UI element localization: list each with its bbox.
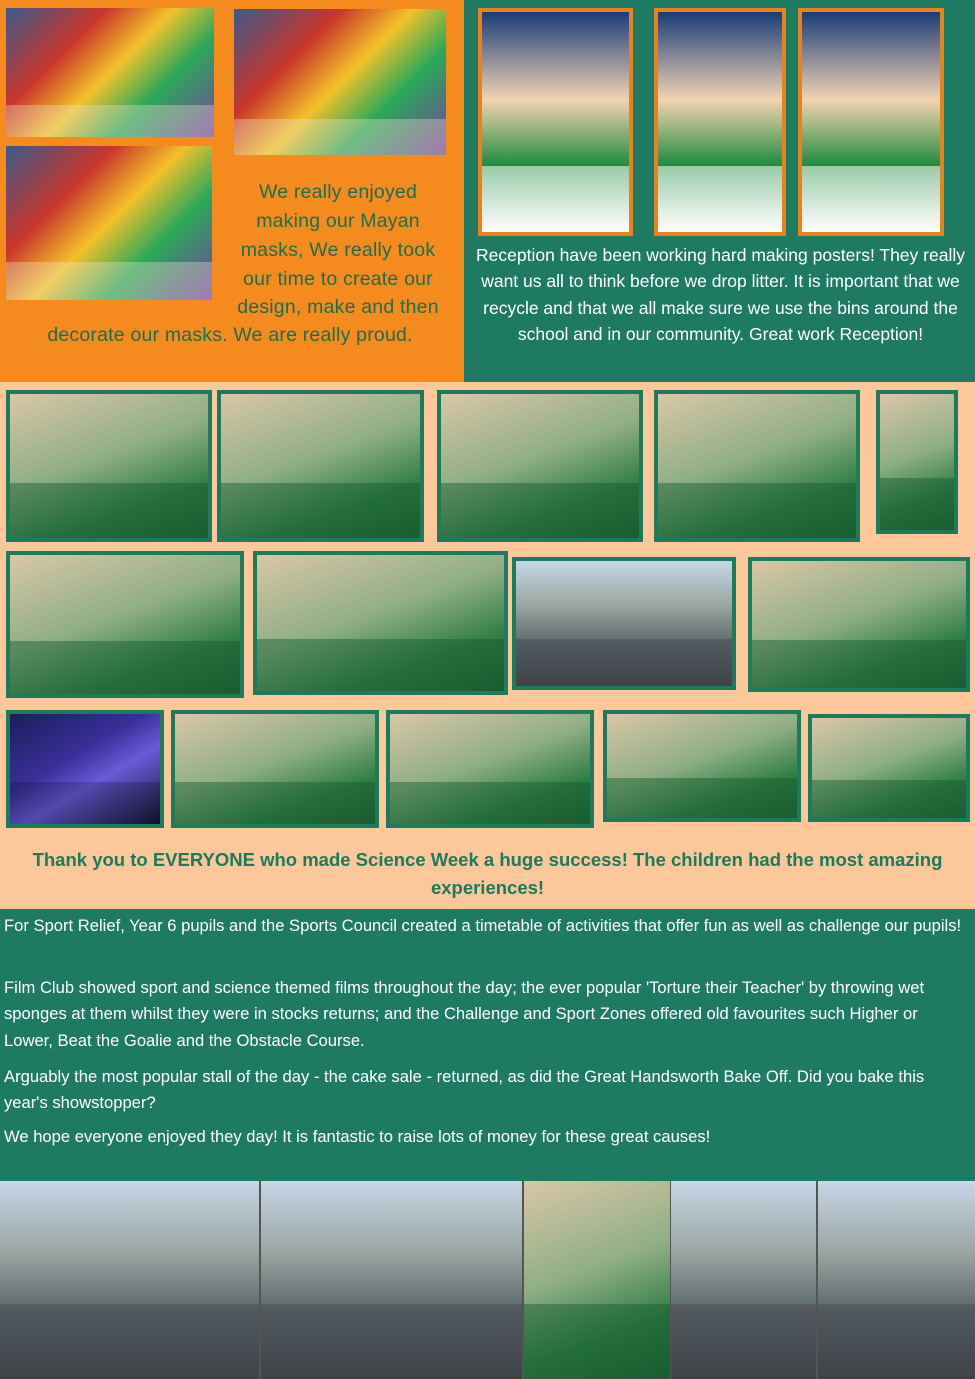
- sport-paragraph-4: We hope everyone enjoyed they day! It is fantastic to raise lots of money for these great causes!: [4, 1127, 711, 1146]
- sport-relief-photo-4: [671, 1181, 816, 1379]
- mayan-masks-photo-1: [6, 8, 214, 137]
- reception-text: Reception have been working hard making posters! They really want us all to think before we drop litter. It is important that we recycle and that we all make sure we use the bins around the school and in our community. Great work Reception!: [476, 245, 965, 344]
- science-photo-1: [6, 390, 212, 542]
- science-photo-11: [171, 710, 379, 828]
- reception-poster-photo-2: [654, 8, 786, 236]
- science-photo-7: [253, 551, 508, 695]
- mayan-text-line-5: design, make and then: [237, 296, 439, 318]
- sport-relief-photo-5: [818, 1181, 975, 1379]
- reception-poster-photo-3: [798, 8, 944, 236]
- mayan-text-line-3: masks, We really took: [240, 239, 436, 261]
- reception-poster-photo-1: [478, 8, 633, 236]
- sport-paragraph-2: Film Club showed sport and science themed films throughout the day; the ever popular 'Torture their Teacher' by throwing wet sponges at them whilst they were in stocks returns; and the Challenge and Sport Zones offered old favourites such Higher or Lower, Beat the Goalie and the Obstacle Course.: [4, 978, 925, 1050]
- science-photo-4: [654, 390, 860, 542]
- science-photo-13: [603, 710, 801, 822]
- science-photo-3: [437, 390, 643, 542]
- science-photo-9: [748, 557, 970, 692]
- sport-paragraph-1: For Sport Relief, Year 6 pupils and the Sports Council created a timetable of activities that offer fun as well as challenge our pupils!: [4, 916, 962, 935]
- mayan-text-line-2: making our Mayan: [256, 210, 420, 232]
- sport-relief-photo-1: [0, 1181, 259, 1379]
- science-photo-2: [217, 390, 424, 542]
- mayan-masks-photo-3: [234, 9, 446, 155]
- mayan-text-line-1: We really enjoyed: [258, 181, 418, 203]
- science-photo-10: [6, 710, 164, 828]
- mayan-masks-photo-2: [6, 146, 212, 300]
- science-photo-6: [6, 551, 244, 698]
- science-photo-5: [876, 390, 958, 534]
- mayan-text-line-4: our time to create our: [243, 268, 433, 290]
- sport-relief-photo-2: [261, 1181, 522, 1379]
- science-photo-8: [512, 557, 736, 690]
- sport-relief-photo-3: [524, 1181, 670, 1379]
- mayan-text-line-6: decorate our masks. We are really proud.: [47, 324, 413, 346]
- science-photo-14: [808, 714, 970, 822]
- science-photo-12: [386, 710, 594, 828]
- sport-paragraph-3: Arguably the most popular stall of the day - the cake sale - returned, as did the Great Handsworth Bake Off. Did you bake this year's showstopper?: [4, 1067, 925, 1113]
- science-week-caption: Thank you to EVERYONE who made Science Week a huge success! The children had the most amazing experiences!: [32, 849, 943, 898]
